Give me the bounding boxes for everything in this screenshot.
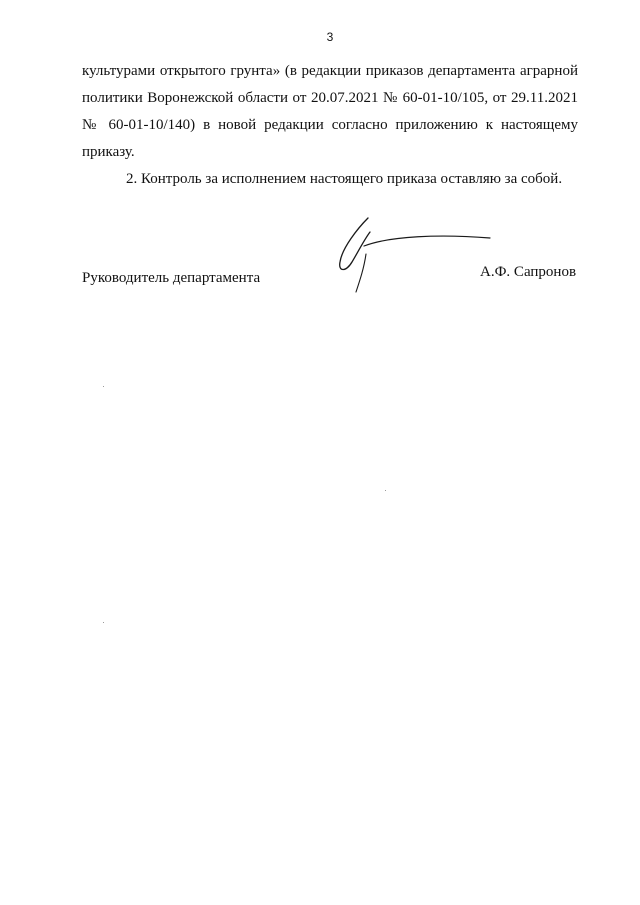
signatory-position: Руководитель департамента bbox=[82, 270, 261, 286]
paragraph-1: культурами открытого грунта» (в редакции приказов департамента аграрной политики Воронежской области от 20.07.2021 № 60-01-10/105, от 29.11.2021 № 60-01-10/140) в новой редакции согласно приложению к настоящему приказу. bbox=[82, 63, 578, 160]
scan-speck bbox=[103, 386, 104, 387]
paragraph-2: 2. Контроль за исполнением настоящего приказа оставляю за собой. bbox=[126, 171, 563, 187]
page-number: 3 bbox=[326, 30, 334, 44]
handwritten-signature bbox=[330, 210, 500, 300]
scan-speck bbox=[385, 490, 386, 491]
document-body bbox=[82, 58, 578, 193]
signatory-name: А.Ф. Сапронов bbox=[480, 264, 577, 280]
scan-speck bbox=[103, 622, 104, 623]
